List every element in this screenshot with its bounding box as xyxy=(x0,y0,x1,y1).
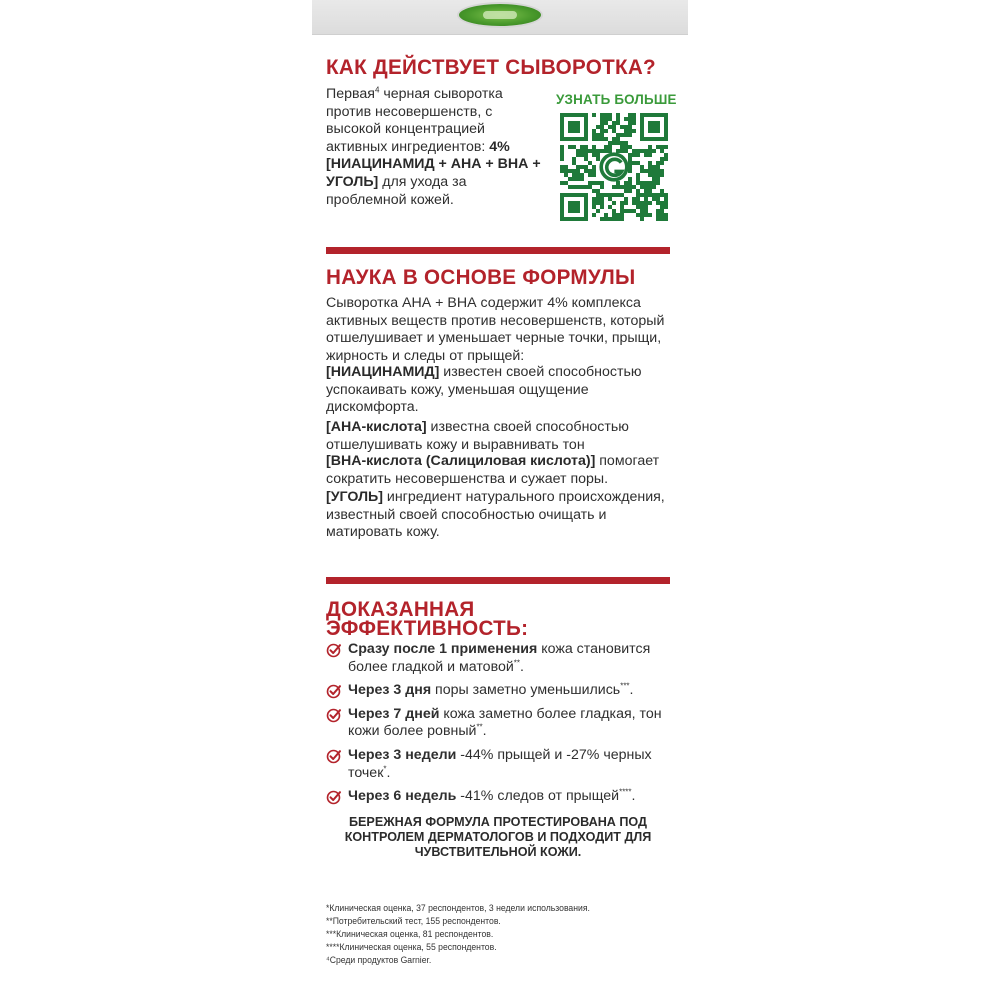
section1-text-mid: черная сыворотка против несовершенств, с высокой концентрацией активных ингредиентов: xyxy=(326,86,503,155)
result-text: -44% прыщей и -27% черных точек xyxy=(348,746,652,781)
check-circle-icon xyxy=(326,683,342,699)
list-item xyxy=(326,747,676,782)
section2-item-charcoal xyxy=(326,489,671,542)
section2-item-niacinamide xyxy=(326,364,671,417)
result-end: . xyxy=(629,682,634,699)
section2-item-label: [ВНА-кислота (Салициловая кислота)] xyxy=(326,453,596,469)
result-end: . xyxy=(482,723,487,740)
section2-intro: Сыворотка АНА + ВНА содержит 4% комплекса активных веществ против несовершенств, который отшелушивает и уменьшает черные точки, прыщи, жирность и следы от прыщей: xyxy=(326,295,665,364)
result-bold: Сразу после 1 применения xyxy=(348,641,538,657)
section3-heading-line1: ДОКАЗАННАЯ xyxy=(326,597,475,621)
footnote: ⁴Среди продуктов Garnier. xyxy=(326,955,432,966)
footnote: *Клиническая оценка, 37 респондентов, 3 недели использования. xyxy=(326,903,590,914)
result-text: поры заметно уменьшились xyxy=(431,682,621,699)
check-circle-icon xyxy=(326,707,342,723)
result-end: . xyxy=(631,788,636,805)
divider-2 xyxy=(326,577,670,584)
result-text: кожа заметно более гладкая, тон кожи более ровный xyxy=(348,705,662,740)
footnotes xyxy=(326,902,641,967)
divider-1 xyxy=(326,247,670,254)
section2-item-label: [НИАЦИНАМИД] xyxy=(326,364,440,380)
result-bold: Через 3 дня xyxy=(348,682,432,699)
section2-item-text: ингредиент натурального происхождения, известный своей способностью очищать и матировать кожу. xyxy=(326,489,665,541)
list-item xyxy=(326,641,676,676)
list-item xyxy=(326,788,676,806)
brand-badge-icon xyxy=(459,4,541,26)
result-end: . xyxy=(386,764,391,781)
result-sup: **** xyxy=(619,787,632,797)
section1-tail: для ухода за проблемной кожей. xyxy=(326,173,467,208)
section2-item-aha xyxy=(326,419,671,454)
section1-text xyxy=(326,86,548,209)
result-bold: Через 3 недели xyxy=(348,746,457,763)
result-bold: Через 7 дней xyxy=(348,705,440,722)
section2-item-label: [УГОЛЬ] xyxy=(326,489,383,505)
section3-heading-line2: ЭФФЕКТИВНОСТЬ: xyxy=(326,616,529,640)
results-list xyxy=(326,641,676,812)
section2-item-label: [АНА-кислота] xyxy=(326,419,427,435)
result-sup: ** xyxy=(513,657,520,667)
result-sup: ** xyxy=(476,722,483,732)
list-item xyxy=(326,706,676,741)
check-circle-icon xyxy=(326,748,342,764)
section2-item-bha xyxy=(326,453,674,488)
check-circle-icon xyxy=(326,642,342,658)
result-text: кожа становится более гладкой и матовой xyxy=(348,641,651,675)
learn-more-label: УЗНАТЬ БОЛЬШЕ xyxy=(556,92,677,107)
footnote: ***Клиническая оценка, 81 респондентов. xyxy=(326,929,494,940)
result-end: . xyxy=(520,658,524,675)
tested-caption: БЕРЕЖНАЯ ФОРМУЛА ПРОТЕСТИРОВАНА ПОД КОНТРОЛЕМ ДЕРМАТОЛОГОВ И ПОДХОДИТ ДЛЯ ЧУВСТВИТЕЛЬНОЙ КОЖИ. xyxy=(344,815,652,859)
result-sup: *** xyxy=(620,681,630,691)
section2-heading: НАУКА В ОСНОВЕ ФОРМУЛЫ xyxy=(326,265,636,289)
section2-item-text: известна своей способностью отшелушивать кожу и выравнивать тон xyxy=(326,419,629,453)
section1-heading: КАК ДЕЙСТВУЕТ СЫВОРОТКА? xyxy=(326,55,656,79)
list-item xyxy=(326,682,676,700)
result-bold: Через 6 недель xyxy=(348,788,457,805)
section2-item-text: помогает сократить несовершенства и сужает поры. xyxy=(326,453,660,487)
section1-bold: 4% [НИАЦИНАМИД + АНА + ВНА + УГОЛЬ] xyxy=(326,138,541,190)
section1-text-start: Первая xyxy=(326,86,375,102)
qr-code-icon[interactable] xyxy=(560,113,668,221)
section1-sup: 4 xyxy=(374,85,380,95)
result-sup: * xyxy=(383,763,387,773)
footnote: **Потребительский тест, 155 респондентов. xyxy=(326,916,501,927)
footnote: ****Клиническая оценка, 55 респондентов. xyxy=(326,942,497,953)
result-text: -41% следов от прыщей xyxy=(456,788,620,805)
check-circle-icon xyxy=(326,789,342,805)
section2-item-text: известен своей способностью успокаивать кожу, уменьшая ощущение дискомфорта. xyxy=(326,364,642,416)
